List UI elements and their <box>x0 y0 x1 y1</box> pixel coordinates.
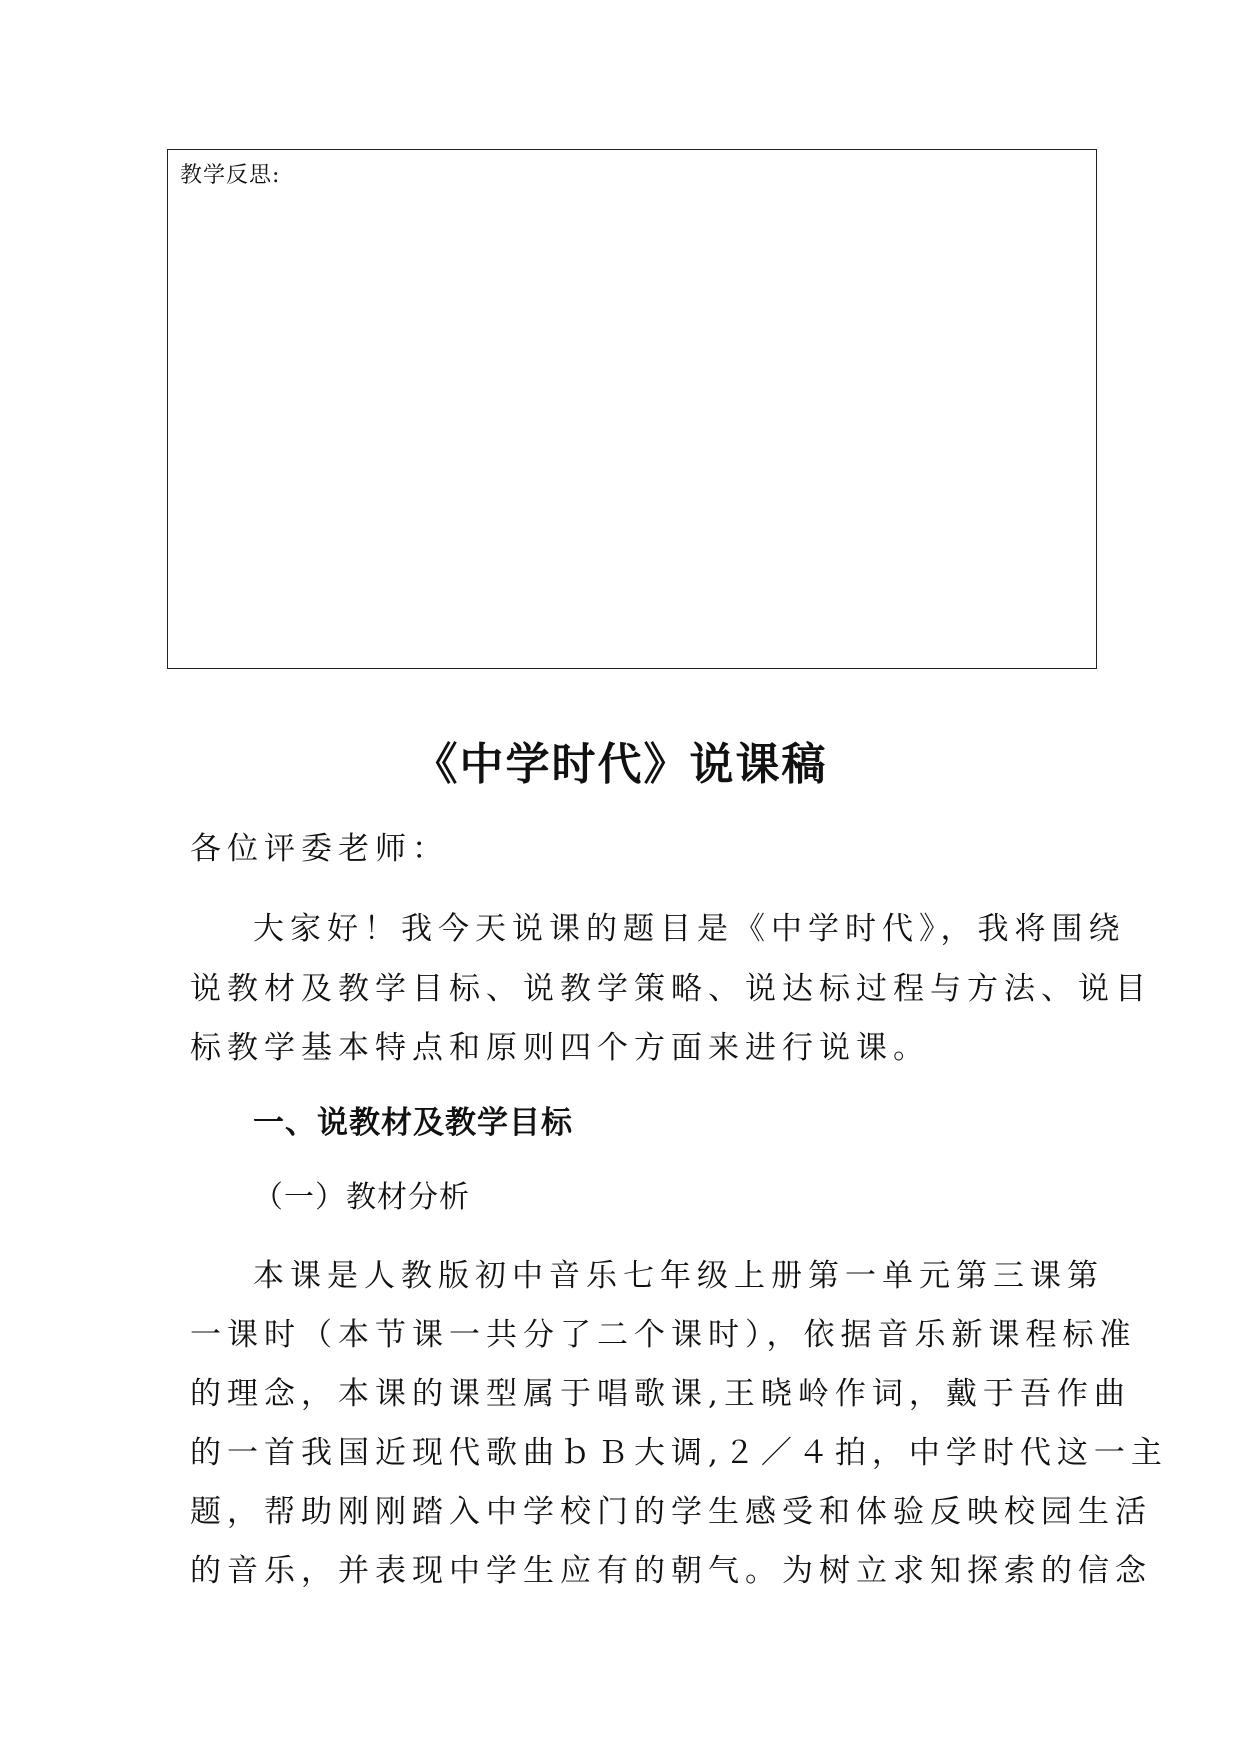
greeting: 各位评委老师： <box>190 831 449 867</box>
analysis-line-5: 题，帮助刚刚踏入中学校门的学生感受和体验反映校园生活 <box>190 1494 1152 1530</box>
teaching-reflection-box <box>167 149 1097 669</box>
analysis-line-4: 的一首我国近现代歌曲ｂＢ大调,２／４拍，中学时代这一主 <box>190 1435 1168 1471</box>
analysis-line-1: 本课是人教版初中音乐七年级上册第一单元第三课第 <box>253 1258 1104 1294</box>
document-title: 《中学时代》说课稿 <box>413 739 828 790</box>
teaching-reflection-label: 教学反思: <box>180 163 281 188</box>
analysis-line-6: 的音乐，并表现中学生应有的朝气。为树立求知探索的信念 <box>190 1553 1152 1589</box>
analysis-line-3: 的理念，本课的课型属于唱歌课,王晓岭作词，戴于吾作曲 <box>190 1376 1131 1412</box>
section-heading-1: 一、说教材及教学目标 <box>253 1105 573 1141</box>
intro-line-3: 标教学基本特点和原则四个方面来进行说课。 <box>190 1030 930 1066</box>
intro-line-1: 大家好！我今天说课的题目是《中学时代》，我将围绕 <box>253 911 1126 947</box>
subsection-heading-1: （一）教材分析 <box>253 1180 470 1215</box>
intro-line-2: 说教材及教学目标、说教学策略、说达标过程与方法、说目 <box>190 971 1152 1007</box>
analysis-line-2: 一课时（本节课一共分了二个课时），依据音乐新课程标准 <box>190 1317 1137 1353</box>
